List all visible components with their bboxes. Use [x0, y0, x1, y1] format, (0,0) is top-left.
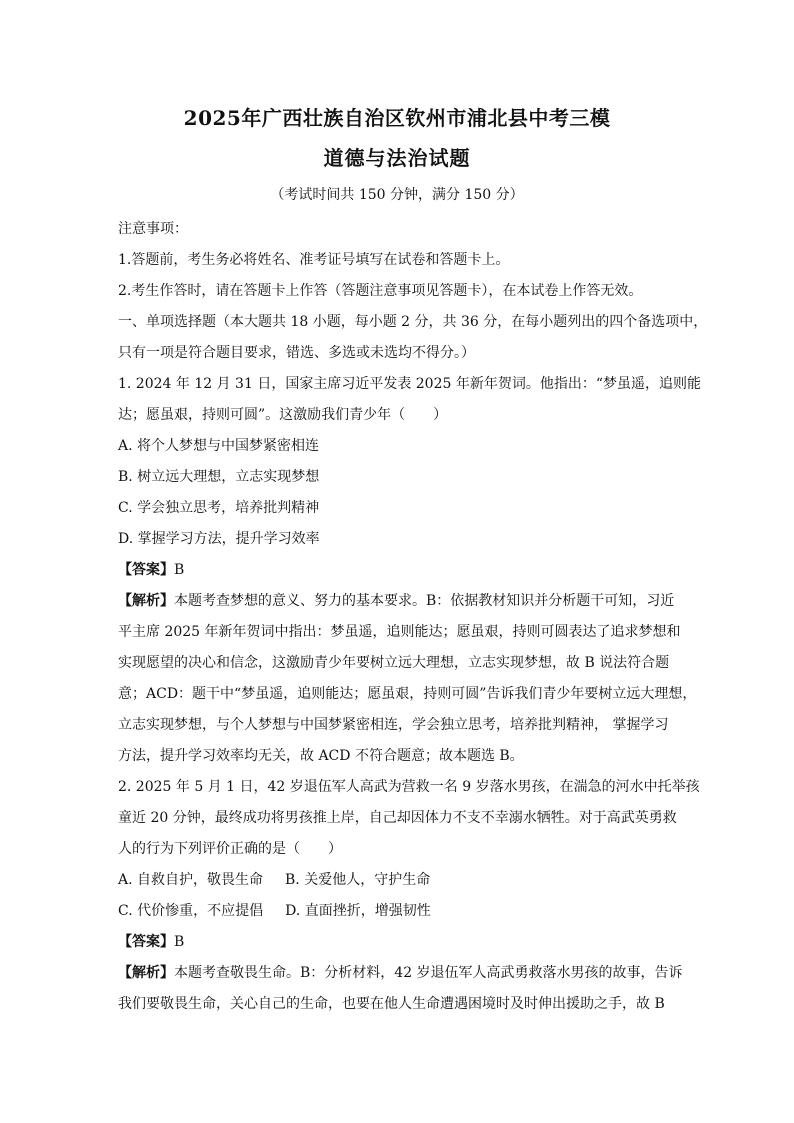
notice-item-1: 1.答题前，考生务必将姓名、准考证号填写在试卷和答题卡上。 — [118, 252, 510, 268]
q2-answer-tag: 【答案】 — [118, 934, 174, 950]
q2-option-b: B. 关爱他人，守护生命 — [285, 872, 431, 888]
q2-stem-line-3: 人的行为下列评价正确的是（ ） — [118, 841, 342, 857]
exam-title: 2025年广西壮族自治区钦州市浦北县中考三模 — [183, 106, 611, 130]
q2-stem-line-2: 童近 20 分钟，最终成功将男孩推上岸，自己却因体力不支不幸溺水牺牲。对于高武英勇救 — [118, 810, 677, 826]
q1-answer-value: B — [174, 562, 185, 578]
q1-analysis-line-5: 立志实现梦想，与个人梦想与中国梦紧密相连，学会独立思考，培养批判精神， 掌握学习 — [118, 717, 669, 733]
q2-analysis-line-2: 我们要敬畏生命，关心自己的生命，也要在他人生命遭遇困境时及时伸出援助之手，故 B — [118, 996, 665, 1012]
q2-stem-line-1: 2. 2025 年 5 月 1 日，42 岁退伍军人高武为营救一名 9 岁落水男孩，在湍急的河水中托举孩 — [118, 779, 700, 795]
q2-answer-value: B — [174, 934, 185, 950]
q1-option-c: C. 学会独立思考，培养批判精神 — [118, 500, 320, 516]
q2-option-d: D. 直面挫折，增强韧性 — [285, 903, 431, 919]
q2-option-a: A. 自救自护，敬畏生命 — [118, 872, 264, 888]
q1-analysis-line-2: 平主席 2025 年新年贺词中指出：梦虽遥，追则能达；愿虽艰，持则可圆表达了追求梦想和 — [118, 624, 681, 640]
q1-answer-tag: 【答案】 — [118, 562, 174, 578]
q1-analysis-line-3: 实现愿望的决心和信念，这激励青少年要树立远大理想，立志实现梦想，故 B 说法符合题 — [118, 655, 670, 671]
q1-analysis-line-6: 方法，提升学习效率均无关，故 ACD 不符合题意；故本题选 B。 — [118, 748, 524, 764]
q1-answer — [118, 555, 678, 586]
q1-option-a: A. 将个人梦想与中国梦紧密相连 — [118, 438, 320, 454]
exam-body — [118, 214, 708, 1020]
q1-option-b: B. 树立远大理想，立志实现梦想 — [118, 469, 320, 485]
q1-analysis-text-1: 本题考查梦想的意义、努力的基本要求。B：依据教材知识并分析题干可知，习近 — [174, 593, 675, 609]
exam-time-note: （考试时间共 150 分钟，满分 150 分） — [270, 187, 524, 203]
q2-analysis-text-1: 本题考查敬畏生命。B：分析材料，42 岁退伍军人高武勇救落水男孩的故事，告诉 — [174, 965, 683, 981]
q2-analysis-line-1 — [118, 958, 683, 989]
notice-item-2: 2.考生作答时，请在答题卡上作答（答题注意事项见答题卡），在本试卷上作答无效。 — [118, 283, 643, 299]
q2-answer — [118, 927, 678, 958]
section-heading-line-2: 只有一项是符合题目要求，错选、多选或未选均不得分。） — [118, 345, 475, 361]
q2-analysis-tag: 【解析】 — [118, 965, 174, 981]
q1-analysis-tag: 【解析】 — [118, 593, 174, 609]
q1-analysis-line-1 — [118, 586, 678, 617]
q1-analysis-line-4: 意；ACD：题干中“梦虽遥，追则能达；愿虽艰，持则可圆”告诉我们青少年要树立远大理想， — [118, 686, 697, 702]
q1-option-d: D. 掌握学习方法，提升学习效率 — [118, 531, 320, 547]
q1-stem-line-2: 达；愿虽艰，持则可圆”。这激励我们青少年（ ） — [118, 407, 448, 423]
notice-heading: 注意事项： — [118, 221, 188, 237]
q1-stem-line-1: 1. 2024 年 12 月 31 日，国家主席习近平发表 2025 年新年贺词。他指出：“梦虽遥，追则能 — [118, 376, 702, 392]
q2-options-cd — [118, 896, 678, 927]
exam-subject-title: 道德与法治试题 — [323, 146, 471, 170]
section-heading-line-1: 一、单项选择题（本大题共 18 小题，每小题 2 分，共 36 分，在每小题列出的四个备选项中， — [118, 314, 708, 330]
q2-options-ab — [118, 865, 678, 896]
q2-option-c: C. 代价惨重，不应提倡 — [118, 903, 264, 919]
